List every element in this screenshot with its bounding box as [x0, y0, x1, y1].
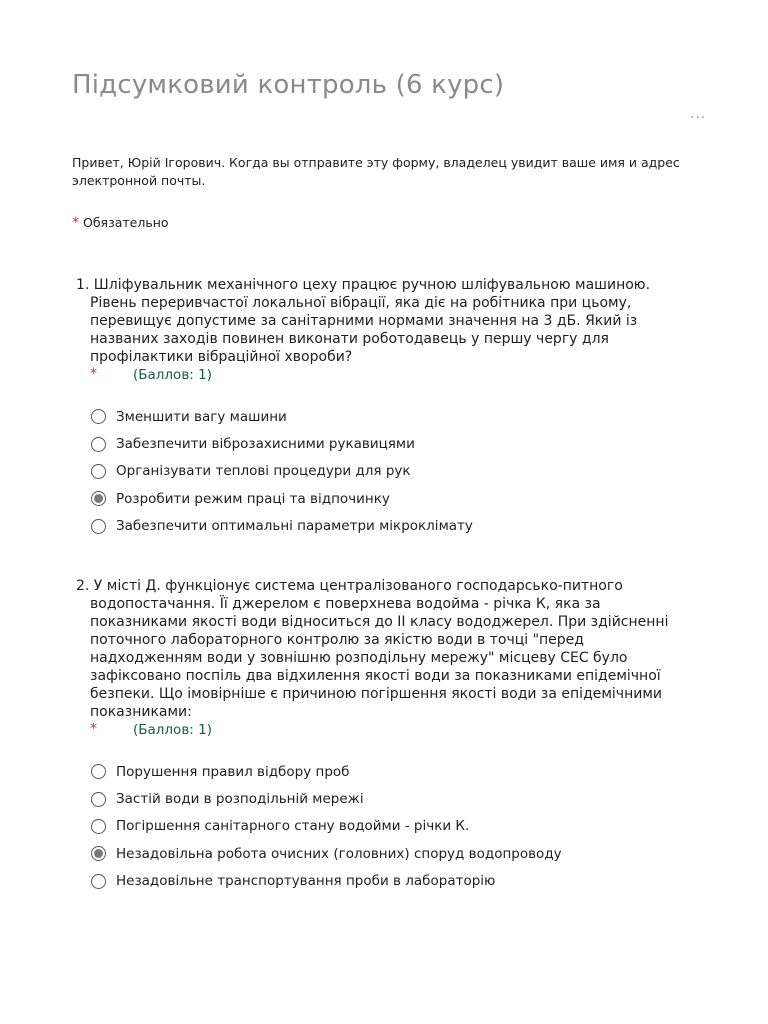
required-star: *	[90, 366, 97, 382]
radio-button[interactable]	[91, 491, 106, 506]
radio-button[interactable]	[91, 464, 106, 479]
radio-option[interactable]	[76, 840, 696, 867]
radio-option[interactable]	[76, 430, 696, 457]
radio-option[interactable]	[76, 485, 696, 512]
question-1	[76, 276, 696, 540]
radio-option[interactable]	[76, 868, 696, 895]
option-label: Незадовільна робота очисних (головних) споруд водопроводу	[116, 845, 562, 862]
option-label: Розробити режим праці та відпочинку	[116, 490, 390, 507]
points-label: (Баллов: 1)	[133, 722, 212, 738]
option-label: Застій води в розподільній мережі	[116, 791, 364, 808]
radio-button[interactable]	[91, 819, 106, 834]
points-label: (Баллов: 1)	[133, 367, 212, 383]
option-label: Погіршення санітарного стану водойми - річки К.	[116, 818, 470, 835]
radio-option[interactable]	[76, 813, 696, 840]
question-meta	[76, 367, 696, 387]
more-options-icon[interactable]: ...	[690, 106, 707, 122]
radio-button[interactable]	[91, 519, 106, 534]
option-label: Забезпечити віброзахисними рукавицями	[116, 436, 415, 453]
question-text: 1. Шліфувальник механічного цеху працює ручною шліфувальною машиною. Рівень переривчастої локальної вібрації, яка діє на робітника при цьому, перевищує допустиме за санітарними нормами значення на 3 дБ. Який із названих заходів повинен виконати роботодавець у першу чергу для профілактики вібраційної хвороби?	[76, 277, 651, 365]
form-title: Підсумковий контроль (6 курс)	[72, 70, 505, 100]
option-label: Забезпечити оптимальні параметри мікроклімату	[116, 518, 473, 535]
option-label: Порушення правил відбору проб	[116, 763, 350, 780]
radio-button[interactable]	[91, 437, 106, 452]
radio-button[interactable]	[91, 792, 106, 807]
required-label: Обязательно	[83, 215, 169, 230]
options-list	[76, 758, 696, 895]
required-star: *	[72, 215, 79, 231]
question-2	[76, 577, 696, 895]
radio-option[interactable]	[76, 458, 696, 485]
option-label: Організувати теплові процедури для рук	[116, 463, 411, 480]
option-label: Зменшити вагу машини	[116, 408, 287, 425]
radio-option[interactable]	[76, 403, 696, 430]
radio-button[interactable]	[91, 409, 106, 424]
options-list	[76, 403, 696, 540]
question-meta	[76, 722, 696, 742]
radio-button[interactable]	[91, 846, 106, 861]
required-star: *	[90, 721, 97, 737]
question-text: 2. У місті Д. функціонує система централізованого господарсько-питного водопостачання. Її джерелом є поверхнева водойма - річка К, яка за показниками якості води відноситься до II класу вододжерел. При здійсненні поточного лабораторного контролю за якістю води в точці "перед надходженням води у зовнішню розподільну мережу" місцеву СЕС було зафіксовано поспіль два відхилення якості води за показниками епідемічної безпеки. Що імовірніше є причиною погіршення якості води за епідемічними показниками:	[76, 578, 669, 720]
radio-button[interactable]	[91, 874, 106, 889]
required-note	[72, 215, 169, 231]
option-label: Незадовільне транспортування проби в лабораторію	[116, 873, 496, 890]
radio-option[interactable]	[76, 513, 696, 540]
intro-text: Привет, Юрій Ігорович. Когда вы отправите эту форму, владелец увидит ваше имя и адрес электронной почты.	[72, 155, 680, 188]
radio-option[interactable]	[76, 758, 696, 785]
radio-option[interactable]	[76, 785, 696, 812]
radio-button[interactable]	[91, 764, 106, 779]
